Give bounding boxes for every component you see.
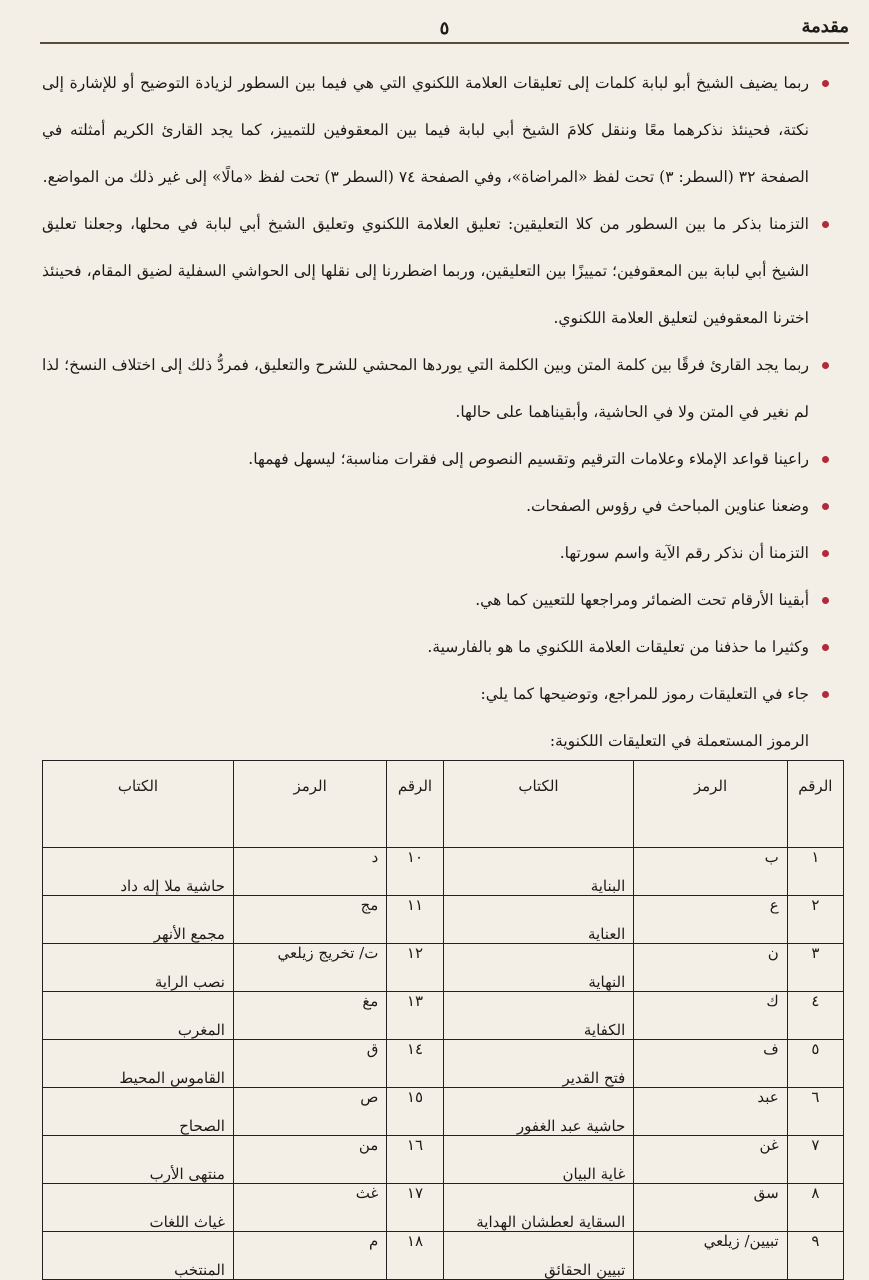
table-cell: المغرب (43, 992, 234, 1040)
list-item: ربما يجد القارئ فرقًا بين كلمة المتن وبين الكلمة التي يوردها المحشي للشرح والتعليق، فمردُّ ذلك إلى اختلاف النسخ؛ لذا لم نغير في المتن ولا في الحاشية، وأبقيناهما على حالها. (42, 342, 831, 436)
table-cell: ١٤ (387, 1040, 443, 1088)
table-cell: ٥ (787, 1040, 843, 1088)
column-header: الرمز (233, 761, 386, 848)
table-cell: ٦ (787, 1088, 843, 1136)
table-cell: غاية البيان (443, 1136, 634, 1184)
list-item: التزمنا أن نذكر رقم الآية واسم سورتها. (42, 530, 831, 577)
table-row (43, 1088, 844, 1136)
table-cell: ت/ تخريج زيلعي (233, 944, 386, 992)
table-cell: ٣ (787, 944, 843, 992)
column-header: الرقم (787, 761, 843, 848)
table-cell: ف (634, 1040, 787, 1088)
table-cell: السقاية لعطشان الهداية (443, 1184, 634, 1232)
table-cell: ص (233, 1088, 386, 1136)
table-cell: م (233, 1232, 386, 1280)
table-cell: ١١ (387, 896, 443, 944)
bullet-icon (822, 550, 829, 557)
table-cell: النهاية (443, 944, 634, 992)
bullet-icon (822, 597, 829, 604)
table-cell: ١٥ (387, 1088, 443, 1136)
bullet-icon (822, 221, 829, 228)
table-cell: ١٢ (387, 944, 443, 992)
table-cell: الصحاح (43, 1088, 234, 1136)
table-cell: حاشية ملا إله داد (43, 848, 234, 896)
symbols-table (42, 760, 844, 1280)
table-row (43, 992, 844, 1040)
table-cell: ١٧ (387, 1184, 443, 1232)
table-cell: القاموس المحيط (43, 1040, 234, 1088)
column-header: الرمز (634, 761, 787, 848)
list-item: وكثيرا ما حذفنا من تعليقات العلامة اللكنوي ما هو بالفارسية. (42, 624, 831, 671)
table-cell: ١٣ (387, 992, 443, 1040)
bullet-icon (822, 691, 829, 698)
table-row (43, 944, 844, 992)
table-cell: مغ (233, 992, 386, 1040)
bullet-icon (822, 362, 829, 369)
table-cell: البناية (443, 848, 634, 896)
table-row (43, 1136, 844, 1184)
list-item: جاء في التعليقات رموز للمراجع، وتوضيحها كما يلي: (42, 671, 831, 718)
table-row (43, 896, 844, 944)
list-item: التزمنا بذكر ما بين السطور من كلا التعليقين: تعليق العلامة اللكنوي وتعليق الشيخ أبي لبابة في محلها، وجعلنا تعليق الشيخ أبي لبابة بين المعقوفين؛ تمييزًا بين التعليقين، وربما اضطررنا إلى نقلها إلى الحواشي السفلية لضيق المقام، فحينئذ اخترنا المعقوفين لتعليق العلامة اللكنوي. (42, 201, 831, 342)
bullet-icon (822, 80, 829, 87)
table-cell: غياث اللغات (43, 1184, 234, 1232)
column-header: الكتاب (43, 761, 234, 848)
table-row (43, 1232, 844, 1280)
list-item: أبقينا الأرقام تحت الضمائر ومراجعها للتعيين كما هي. (42, 577, 831, 624)
table-cell: ١٨ (387, 1232, 443, 1280)
table-cell: غث (233, 1184, 386, 1232)
table-cell: ق (233, 1040, 386, 1088)
page-number: ٥ (439, 18, 450, 39)
table-row (43, 1040, 844, 1088)
table-cell: حاشية عبد الغفور (443, 1088, 634, 1136)
list-item: ربما يضيف الشيخ أبو لبابة كلمات إلى تعليقات العلامة اللكنوي التي هي فيما بين السطور لزيادة التوضيح أو للإشارة إلى نكتة، فحينئذ نذكرهما معًا وننقل كلامَ الشيخ أبي لبابة فيما بين المعقوفين للتمييز، كما يجد القارئ الكريم أمثلته في الصفحة ٣٢ (السطر: ٣) تحت لفظ «المراضاة»، وفي الصفحة ٧٤ (السطر ٣) تحت لفظ «مالًا» إلى غير ذلك من المواضع. (42, 60, 831, 201)
table-header-row (43, 761, 844, 848)
running-header (40, 14, 849, 44)
table-caption: الرموز المستعملة في التعليقات اللكنوية: (549, 732, 809, 750)
table-cell: غن (634, 1136, 787, 1184)
table-cell: المنتخب (43, 1232, 234, 1280)
list-item: راعينا قواعد الإملاء وعلامات الترقيم وتقسيم النصوص إلى فقرات مناسبة؛ ليسهل فهمها. (42, 436, 831, 483)
table-cell: ٨ (787, 1184, 843, 1232)
table-cell: ع (634, 896, 787, 944)
bullet-icon (822, 503, 829, 510)
list-item: وضعنا عناوين المباحث في رؤوس الصفحات. (42, 483, 831, 530)
table-cell: سق (634, 1184, 787, 1232)
table-cell: مجمع الأنهر (43, 896, 234, 944)
section-title: مقدمة (801, 16, 849, 37)
table-cell: تبيين الحقائق (443, 1232, 634, 1280)
table-row (43, 1184, 844, 1232)
table-cell: ١ (787, 848, 843, 896)
column-header: الكتاب (443, 761, 634, 848)
table-cell: من (233, 1136, 386, 1184)
table-cell: ١٦ (387, 1136, 443, 1184)
table-cell: ب (634, 848, 787, 896)
bullet-icon (822, 456, 829, 463)
table-cell: فتح القدير (443, 1040, 634, 1088)
table-cell: ٩ (787, 1232, 843, 1280)
column-header: الرقم (387, 761, 443, 848)
table-cell: الكفاية (443, 992, 634, 1040)
bullet-icon (822, 644, 829, 651)
table-row (43, 848, 844, 896)
table-cell: ن (634, 944, 787, 992)
intro-content (42, 60, 831, 768)
table-cell: ٢ (787, 896, 843, 944)
table-cell: تبيين/ زيلعي (634, 1232, 787, 1280)
table-cell: مج (233, 896, 386, 944)
table-cell: د (233, 848, 386, 896)
table-cell: العناية (443, 896, 634, 944)
table-cell: ك (634, 992, 787, 1040)
table-cell: عبد (634, 1088, 787, 1136)
table-cell: منتهى الأرب (43, 1136, 234, 1184)
table-cell: نصب الراية (43, 944, 234, 992)
table-cell: ٧ (787, 1136, 843, 1184)
table-cell: ١٠ (387, 848, 443, 896)
table-cell: ٤ (787, 992, 843, 1040)
